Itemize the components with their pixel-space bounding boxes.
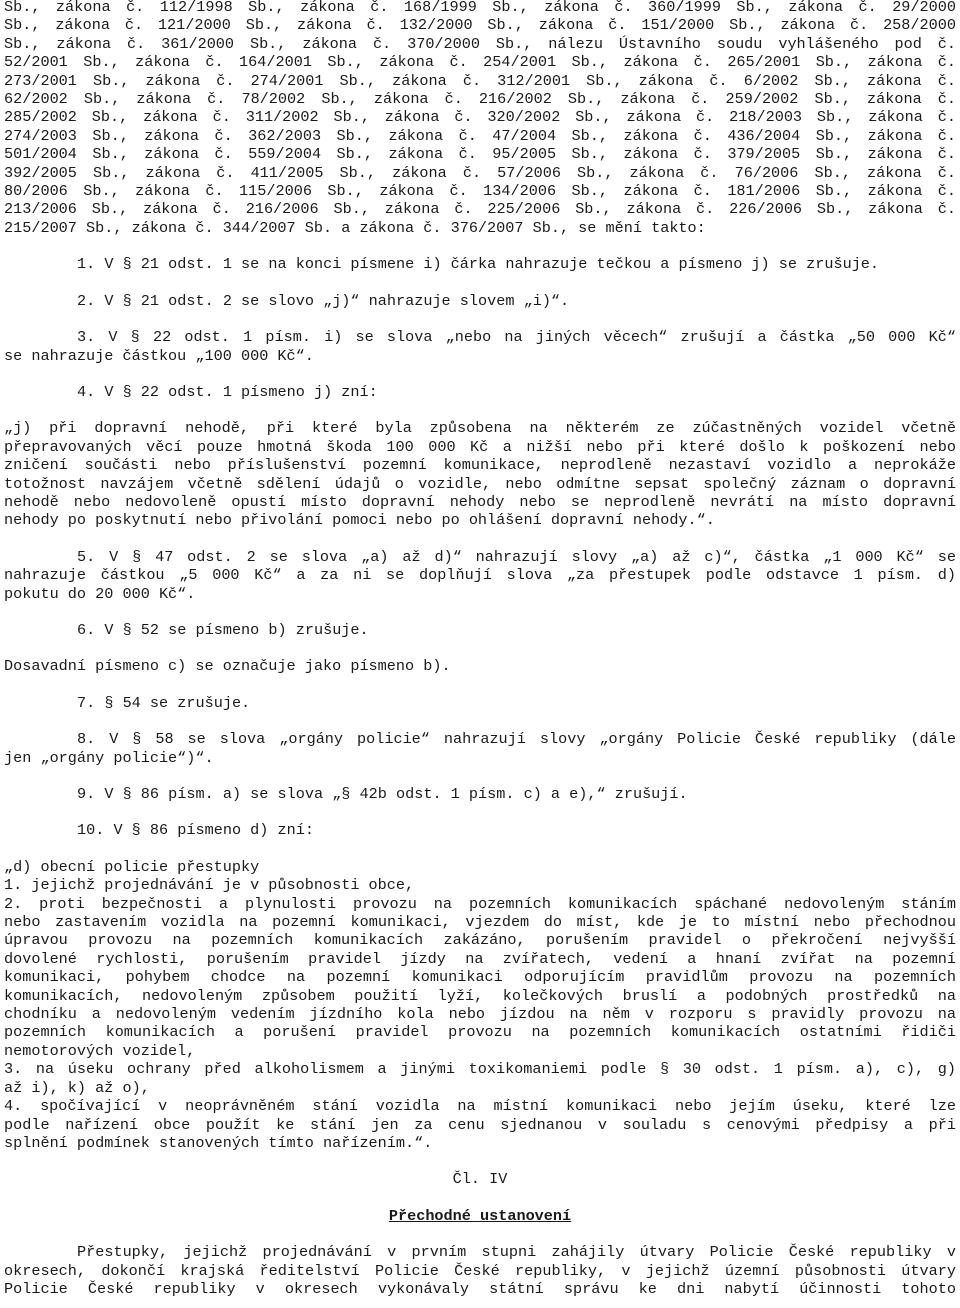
text-line: 215/2007 Sb., zákona č. 344/2007 Sb. a zákona č. 376/2007 Sb., se mění takto: [4, 218, 706, 237]
text-line: se nahrazuje částkou „100 000 Kč“. [4, 346, 314, 365]
text-line: přepravovaných věcí pouze hmotná škoda 100 000 Kč a nižší nebo při které došlo k poškození nebo [4, 437, 956, 456]
text-line: 2. proti bezpečnosti a plynulosti provozu na pozemních komunikacích spáchané nedovoleným stáním [4, 894, 956, 913]
text-line: dovolené rychlosti, porušením pravidel jízdy na zvířatech, vedení a hnaní zvířat na pozemní [4, 949, 956, 968]
text-line: Sb., zákona č. 112/1998 Sb., zákona č. 168/1999 Sb., zákona č. 360/1999 Sb., zákona č. 29/2000 [4, 0, 956, 16]
text-line: nemotorových vozidel, [4, 1041, 196, 1060]
text-line: nahrazuje částkou „5 000 Kč“ a za ni se doplňují slova „za přestupek podle odstavce 1 písm. d) [4, 566, 956, 585]
text-line: 3. V § 22 odst. 1 písm. i) se slova „nebo na jiných věcech“ zrušují a částka „50 000 Kč“ [77, 328, 956, 347]
text-line: Přestupky, jejichž projednávání v prvním stupni zahájily útvary Policie České republiky v [77, 1243, 956, 1262]
text-line: jen „orgány policie“)“. [4, 748, 214, 767]
text-line: 62/2002 Sb., zákona č. 78/2002 Sb., zákona č. 216/2002 Sb., zákona č. 259/2002 Sb., zákona č. [4, 90, 956, 109]
text-line: Sb., zákona č. 121/2000 Sb., zákona č. 132/2000 Sb., zákona č. 151/2000 Sb., zákona č. 258/2000 [4, 16, 956, 35]
text-line: 273/2001 Sb., zákona č. 274/2001 Sb., zákona č. 312/2001 Sb., zákona č. 6/2002 Sb., zákona č. [4, 71, 956, 90]
text-line: 3. na úseku ochrany před alkoholismem a jinými toxikomaniemi podle § 30 odst. 1 písm. a), c), g) [4, 1060, 956, 1079]
amendment-item-10: 10. V § 86 písmeno d) zní: [77, 821, 314, 840]
amendment-item-3 [4, 328, 956, 365]
text-line: nehody po poskytnutí nebo přivolání pomoci nebo po ohlášení dopravní nehody.“. [4, 511, 715, 530]
text-line: „d) obecní policie přestupky [4, 857, 260, 876]
text-line: podle nařízení obce použít ke stání jen za cenu sjednanou v souladu s cenovými předpisy a při [4, 1115, 956, 1134]
text-line: chodníku a nedovoleným vedením jízdního kola nebo jízdou na něm v rozporu s pravidly provozu na [4, 1005, 956, 1024]
amendment-item-9: 9. V § 86 písm. a) se slova „§ 42b odst. 1 písm. c) a e),“ zrušují. [77, 785, 688, 803]
text-line: 285/2002 Sb., zákona č. 311/2002 Sb., zákona č. 320/2002 Sb., zákona č. 218/2003 Sb., zákona č. [4, 108, 956, 127]
amendment-item-1: 1. V § 21 odst. 1 se na konci písmene i) čárka nahrazuje tečkou a písmeno j) se zrušuje. [77, 255, 880, 274]
text-line: Policie České republiky v okresech vykonávaly státní správu ke dni nabytí účinnosti tohoto [4, 1279, 956, 1298]
text-line: nehodě nebo nedovoleně opustí místo dopravní nehody nebo se neprodleně nevrátí na místo dopravní [4, 492, 956, 511]
text-line: 4. spočívající v neoprávněném stání vozidla na místní komunikaci nebo jejím úseku, které lze [4, 1097, 956, 1116]
document-page [4, 0, 956, 1298]
amendment-item-10-text [4, 858, 956, 1153]
text-line: 5. V § 47 odst. 2 se slova „a) až d)“ nahrazují slovy „a) až c)“, částka „1 000 Kč“ se [77, 547, 956, 566]
text-line: 52/2001 Sb., zákona č. 164/2001 Sb., zákona č. 254/2001 Sb., zákona č. 265/2001 Sb., zákona č. [4, 53, 956, 72]
text-line: komunikaci, pohybem chodce na pozemní komunikaci odporujícím pravidlům provozu na pozemních [4, 968, 956, 987]
amendment-item-4: 4. V § 22 odst. 1 písmeno j) zní: [77, 382, 378, 401]
text-line: Sb., zákona č. 361/2000 Sb., zákona č. 370/2000 Sb., nálezu Ústavního soudu vyhlášeného pod č. [4, 34, 956, 53]
amendment-item-6: 6. V § 52 se písmeno b) zrušuje. [77, 620, 369, 639]
text-line: 80/2006 Sb., zákona č. 115/2006 Sb., zákona č. 134/2006 Sb., zákona č. 181/2006 Sb., zákona č. [4, 182, 956, 201]
text-line: 213/2006 Sb., zákona č. 216/2006 Sb., zákona č. 225/2006 Sb., zákona č. 226/2006 Sb., zákona č. [4, 200, 956, 219]
amendment-item-2: 2. V § 21 odst. 2 se slovo „j)“ nahrazuje slovem „i)“. [77, 291, 570, 310]
text-line: 501/2004 Sb., zákona č. 559/2004 Sb., zákona č. 95/2005 Sb., zákona č. 379/2005 Sb., zákona č. [4, 145, 956, 164]
header-paragraph [4, 0, 956, 237]
transitional-provision-paragraph [4, 1243, 956, 1298]
amendment-item-4-text [4, 419, 956, 529]
text-line: 392/2005 Sb., zákona č. 411/2005 Sb., zákona č. 57/2006 Sb., zákona č. 76/2006 Sb., zákona č. [4, 163, 956, 182]
text-line: splnění podmínek stanovených tímto nařízením.“. [4, 1133, 433, 1152]
amendment-item-8 [4, 730, 956, 767]
text-line: zničení součásti nebo příslušenství pozemní komunikace, neprodleně nezastaví vozidlo a neprokáže [4, 456, 956, 475]
section-heading: Přechodné ustanovení [388, 1206, 572, 1225]
text-line: komunikacích, nedovoleným způsobem použití lyží, kolečkových bruslí a podobných prostředků na [4, 986, 956, 1005]
text-line: okresech, dokončí krajská ředitelství Policie České republiky, v jejichž územní působnosti útvary [4, 1261, 956, 1280]
text-line: až i), k) až o), [4, 1078, 150, 1097]
text-line: pozemních komunikacích a porušení pravidel provozu na pozemních komunikacích ostatními řidiči [4, 1023, 956, 1042]
amendment-item-7: 7. § 54 se zrušuje. [77, 693, 251, 712]
amendment-item-6-text: Dosavadní písmeno c) se označuje jako písmeno b). [4, 657, 451, 676]
text-line: totožnost navzájem včetně sdělení údajů o vozidle, nebo odmítne sepsat společný záznam o dopravní [4, 474, 956, 493]
article-heading: Čl. IV [452, 1170, 508, 1189]
text-line: nebo zastavením vozidla na pozemní komunikaci, vjezdem do míst, kde je to místní nebo přechodnou [4, 913, 956, 932]
text-line: 1. jejichž projednávání je v působnosti obce, [4, 876, 415, 895]
amendment-item-5 [4, 548, 956, 603]
text-line: „j) při dopravní nehodě, při které byla způsobena na některém ze zúčastněných vozidel včetně [4, 419, 956, 438]
text-line: pokutu do 20 000 Kč“. [4, 584, 196, 603]
text-line: úpravou provozu na pozemních komunikacích zakázáno, porušením pravidel o překročení nejvyšší [4, 931, 956, 950]
text-line: 8. V § 58 se slova „orgány policie“ nahrazují slovy „orgány Policie České republiky (dále [77, 730, 956, 749]
text-line: 274/2003 Sb., zákona č. 362/2003 Sb., zákona č. 47/2004 Sb., zákona č. 436/2004 Sb., zákona č. [4, 126, 956, 145]
